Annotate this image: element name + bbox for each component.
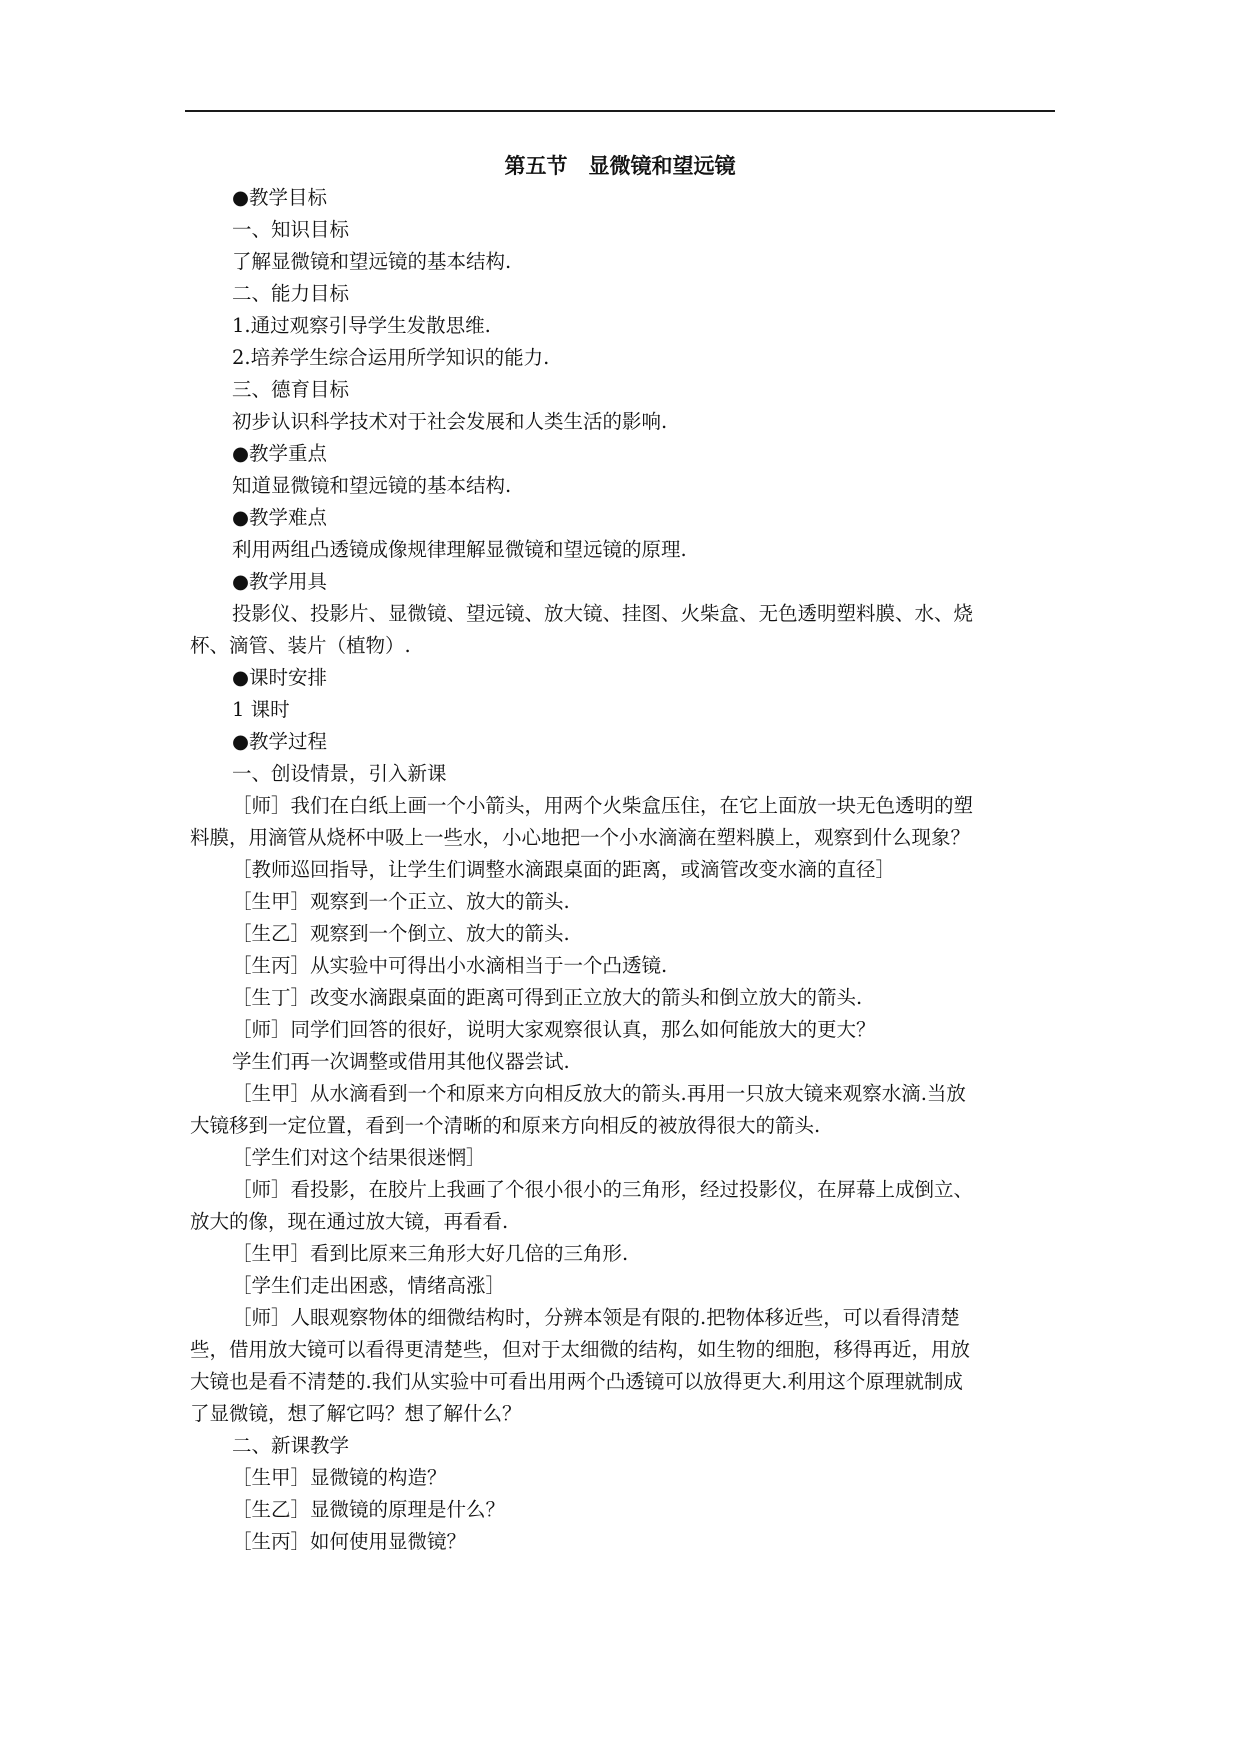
subheading-intro: 一、创设情景，引入新课: [232, 762, 447, 785]
text-line: ［师］看投影，在胶片上我画了个很小很小的三角形，经过投影仪，在屏幕上成倒立、: [232, 1178, 974, 1201]
text-line: 2.培养学生综合运用所学知识的能力.: [232, 346, 550, 369]
text-line: ［生乙］观察到一个倒立、放大的箭头.: [232, 922, 570, 945]
heading-difficulties: ●教学难点: [232, 506, 328, 529]
heading-teaching-tools: ●教学用具: [232, 570, 328, 593]
text-line: 了显微镜，想了解它吗？想了解什么？: [190, 1402, 522, 1425]
text-line: 1 课时: [232, 698, 290, 721]
subheading-new-lesson: 二、新课教学: [232, 1434, 350, 1457]
text-line: 料膜，用滴管从烧杯中吸上一些水，小心地把一个小水滴滴在塑料膜上，观察到什么现象？: [190, 826, 971, 849]
text-line: ［师］同学们回答的很好，说明大家观察很认真，那么如何能放大的更大？: [232, 1018, 876, 1041]
text-line: 大镜移到一定位置，看到一个清晰的和原来方向相反的被放得很大的箭头.: [190, 1114, 821, 1137]
text-line: ［生丙］从实验中可得出小水滴相当于一个凸透镜.: [232, 954, 668, 977]
text-line: 大镜也是看不清楚的.我们从实验中可看出用两个凸透镜可以放得更大.利用这个原理就制成: [190, 1370, 963, 1393]
text-line: ［学生们走出困惑，情绪高涨］: [232, 1274, 506, 1297]
text-line: 利用两组凸透镜成像规律理解显微镜和望远镜的原理.: [232, 538, 687, 561]
text-line: ［学生们对这个结果很迷惘］: [232, 1146, 486, 1169]
text-line: ［生甲］看到比原来三角形大好几倍的三角形.: [232, 1242, 629, 1265]
text-line: ［师］人眼观察物体的细微结构时，分辨本领是有限的.把物体移近些，可以看得清楚: [232, 1306, 960, 1329]
heading-teaching-goals: ●教学目标: [232, 186, 328, 209]
text-line: 1.通过观察引导学生发散思维.: [232, 314, 491, 337]
subheading-ability-goals: 二、能力目标: [232, 282, 350, 305]
subheading-moral-goals: 三、德育目标: [232, 378, 350, 401]
text-line: 投影仪、投影片、显微镜、望远镜、放大镜、挂图、火柴盒、无色透明塑料膜、水、烧: [232, 602, 974, 625]
text-line: ［生丁］改变水滴跟桌面的距离可得到正立放大的箭头和倒立放大的箭头.: [232, 986, 863, 1009]
heading-schedule: ●课时安排: [232, 666, 328, 689]
text-line: ［生乙］显微镜的原理是什么？: [232, 1498, 506, 1521]
heading-teaching-process: ●教学过程: [232, 730, 328, 753]
header-rule: [185, 110, 1055, 112]
subheading-knowledge-goals: 一、知识目标: [232, 218, 350, 241]
text-line: ［生甲］显微镜的构造？: [232, 1466, 447, 1489]
text-line: 了解显微镜和望远镜的基本结构.: [232, 250, 512, 273]
text-line: ［生甲］观察到一个正立、放大的箭头.: [232, 890, 570, 913]
text-line: 知道显微镜和望远镜的基本结构.: [232, 474, 512, 497]
text-line: 些，借用放大镜可以看得更清楚些，但对于太细微的结构，如生物的细胞，移得再近，用放: [190, 1338, 971, 1361]
text-line: 杯、滴管、装片（植物）.: [190, 634, 411, 657]
text-line: 学生们再一次调整或借用其他仪器尝试.: [232, 1050, 570, 1073]
text-line: 初步认识科学技术对于社会发展和人类生活的影响.: [232, 410, 668, 433]
text-line: ［生甲］从水滴看到一个和原来方向相反放大的箭头.再用一只放大镜来观察水滴.当放: [232, 1082, 966, 1105]
section-title: 第五节 显微镜和望远镜: [504, 153, 736, 178]
text-line: 放大的像，现在通过放大镜，再看看.: [190, 1210, 509, 1233]
text-line: ［师］我们在白纸上画一个小箭头，用两个火柴盒压住，在它上面放一块无色透明的塑: [232, 794, 974, 817]
text-line: ［生丙］如何使用显微镜？: [232, 1530, 467, 1553]
heading-key-points: ●教学重点: [232, 442, 328, 465]
text-line: ［教师巡回指导，让学生们调整水滴跟桌面的距离，或滴管改变水滴的直径］: [232, 858, 896, 881]
